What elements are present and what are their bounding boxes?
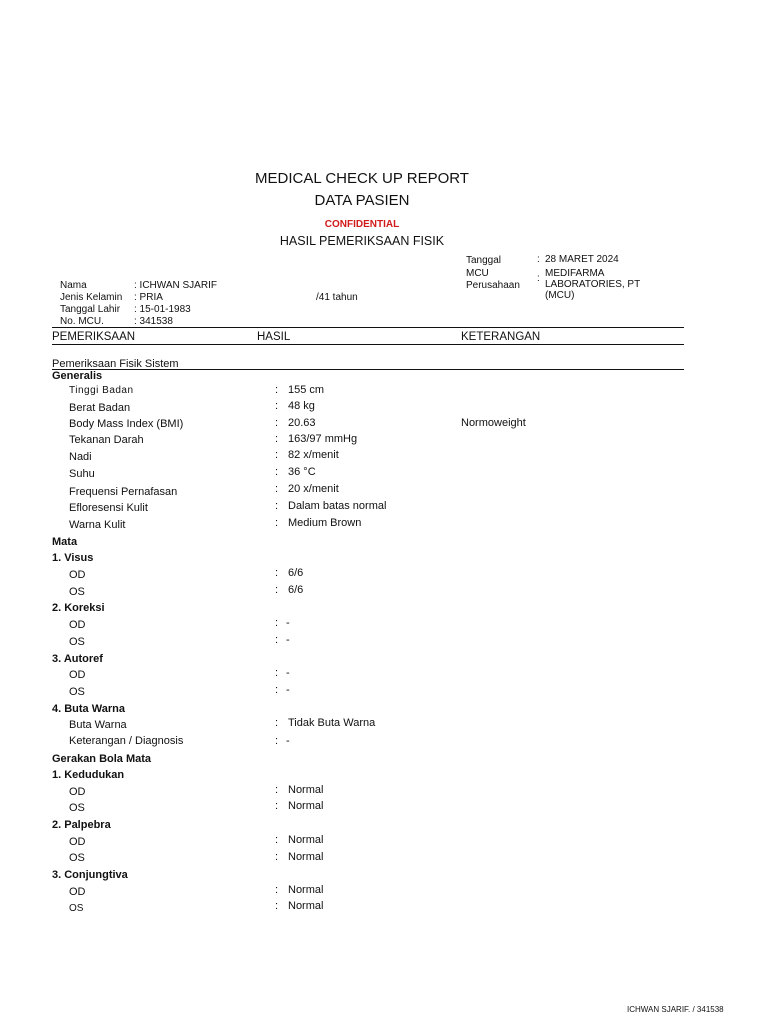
section-sistem: Pemeriksaan Fisik Sistem (52, 358, 179, 370)
mcu-label: MCU (466, 268, 489, 279)
nadi-value: 82 x/menit (288, 449, 339, 461)
bmi-value: 20.63 (288, 417, 316, 429)
koreksi-od-separator: : (275, 617, 279, 629)
visus-od-value: 6/6 (288, 567, 304, 579)
buta-warna-value: Tidak Buta Warna (288, 717, 376, 729)
visus-od-separator: : (275, 567, 279, 579)
report-subtitle: DATA PASIEN (314, 192, 410, 209)
berat-badan-label: Berat Badan (69, 402, 131, 414)
berat-badan-separator: : (275, 400, 279, 412)
tinggi-badan-value: 155 cm (288, 384, 325, 396)
tekanan-darah-separator: : (275, 433, 279, 445)
pernafasan-separator: : (275, 483, 279, 495)
koreksi-od-label: OD (69, 619, 86, 631)
palpebra-od-separator: : (275, 834, 279, 846)
section-title: HASIL PEMERIKSAAN FISIK (279, 234, 445, 248)
nadi-label: Nadi (69, 451, 92, 463)
tinggi-badan-separator: : (275, 384, 279, 396)
koreksi-os-separator: : (275, 634, 279, 646)
palpebra-od-value: Normal (288, 834, 324, 846)
nama-label: Nama (60, 280, 87, 291)
visus-os-separator: : (275, 584, 279, 596)
section-autoref: 3. Autoref (52, 653, 103, 665)
section-kedudukan: 1. Kedudukan (52, 769, 125, 781)
nadi-separator: : (275, 449, 279, 461)
koreksi-os-value: - (286, 634, 290, 646)
header-top-rule (52, 327, 684, 328)
tekanan-darah-value: 163/97 mmHg (288, 433, 358, 445)
warna-kulit-value: Medium Brown (288, 517, 362, 529)
conjungtiva-os-value: Normal (288, 900, 324, 912)
palpebra-os-label: OS (69, 852, 85, 864)
conjungtiva-od-label: OD (69, 886, 86, 898)
jenis-kelamin-label: Jenis Kelamin (60, 292, 123, 303)
pernafasan-value: 20 x/menit (288, 483, 339, 495)
autoref-os-value: - (286, 684, 290, 696)
report-title: MEDICAL CHECK UP REPORT (255, 170, 469, 187)
autoref-od-value: - (286, 667, 290, 679)
tekanan-darah-label: Tekanan Darah (69, 434, 144, 446)
autoref-od-separator: : (275, 667, 279, 679)
autoref-os-separator: : (275, 684, 279, 696)
kedudukan-od-label: OD (69, 786, 86, 798)
header-keterangan: KETERANGAN (461, 331, 541, 343)
tanggal-value: 28 MARET 2024 (545, 254, 619, 265)
perusahaan-label: Perusahaan (466, 280, 520, 291)
palpebra-os-value: Normal (288, 851, 324, 863)
suhu-value: 36 °C (288, 466, 316, 478)
keterangan-diagnosis-label: Keterangan / Diagnosis (69, 735, 184, 747)
tanggal-label: Tanggal (466, 255, 502, 266)
berat-badan-value: 48 kg (288, 400, 315, 412)
header-pemeriksaan: PEMERIKSAAN (52, 331, 136, 343)
header-hasil: HASIL (257, 331, 291, 343)
section-generalis: Generalis (52, 370, 103, 382)
kedudukan-od-separator: : (275, 784, 279, 796)
perusahaan-value-1: MEDIFARMA (545, 268, 605, 279)
section-buta-warna: 4. Buta Warna (52, 703, 125, 715)
koreksi-od-value: - (286, 617, 290, 629)
autoref-od-label: OD (69, 669, 86, 681)
tinggi-badan-label: Tinggi Badan (69, 385, 134, 396)
tanggal-separator: : (537, 254, 540, 265)
conjungtiva-od-value: Normal (288, 884, 324, 896)
no-mcu-value: : 341538 (134, 316, 173, 327)
keterangan-diagnosis-value: - (286, 735, 290, 747)
kedudukan-os-label: OS (69, 802, 85, 814)
kedudukan-os-separator: : (275, 800, 279, 812)
bmi-separator: : (275, 417, 279, 429)
autoref-os-label: OS (69, 686, 85, 698)
efloresensi-separator: : (275, 500, 279, 512)
warna-kulit-label: Warna Kulit (69, 519, 126, 531)
section-conjungtiva: 3. Conjungtiva (52, 869, 128, 881)
efloresensi-value: Dalam batas normal (288, 500, 387, 512)
header-bottom-rule (52, 344, 684, 345)
confidential-label: CONFIDENTIAL (324, 219, 400, 230)
conjungtiva-os-separator: : (275, 900, 279, 912)
footer-patient-id: ICHWAN SJARIF. / 341538 (627, 1005, 724, 1014)
jenis-kelamin-value: : PRIA (134, 292, 163, 303)
conjungtiva-os-label: OS (69, 903, 84, 914)
pernafasan-label: Frequensi Pernafasan (69, 486, 178, 498)
tanggal-lahir-value: : 15-01-1983 (134, 304, 191, 315)
koreksi-os-label: OS (69, 636, 85, 648)
visus-os-label: OS (69, 586, 85, 598)
perusahaan-separator: : (537, 273, 540, 284)
palpebra-os-separator: : (275, 851, 279, 863)
suhu-separator: : (275, 466, 279, 478)
tanggal-lahir-label: Tanggal Lahir (60, 304, 121, 315)
bmi-label: Body Mass Index (BMI) (69, 418, 184, 430)
buta-warna-label: Buta Warna (69, 719, 127, 731)
buta-warna-separator: : (275, 717, 279, 729)
kedudukan-os-value: Normal (288, 800, 324, 812)
age-value: /41 tahun (316, 292, 358, 303)
section-palpebra: 2. Palpebra (52, 819, 111, 831)
visus-od-label: OD (69, 569, 86, 581)
nama-value: : ICHWAN SJARIF (134, 280, 217, 291)
efloresensi-label: Efloresensi Kulit (69, 502, 148, 514)
section-sistem-rule (52, 369, 684, 370)
warna-kulit-separator: : (275, 517, 279, 529)
palpebra-od-label: OD (69, 836, 86, 848)
perusahaan-value-2: LABORATORIES, PT (545, 279, 641, 290)
section-koreksi: 2. Koreksi (52, 602, 105, 614)
keterangan-diagnosis-separator: : (275, 735, 279, 747)
perusahaan-value-3: (MCU) (545, 290, 575, 301)
section-mata: Mata (52, 536, 78, 548)
bmi-note: Normoweight (461, 417, 526, 429)
conjungtiva-od-separator: : (275, 884, 279, 896)
suhu-label: Suhu (69, 468, 95, 480)
section-gerakan-bola-mata: Gerakan Bola Mata (52, 753, 152, 765)
section-visus: 1. Visus (52, 552, 94, 564)
visus-os-value: 6/6 (288, 584, 304, 596)
kedudukan-od-value: Normal (288, 784, 324, 796)
no-mcu-label: No. MCU. (60, 316, 104, 327)
